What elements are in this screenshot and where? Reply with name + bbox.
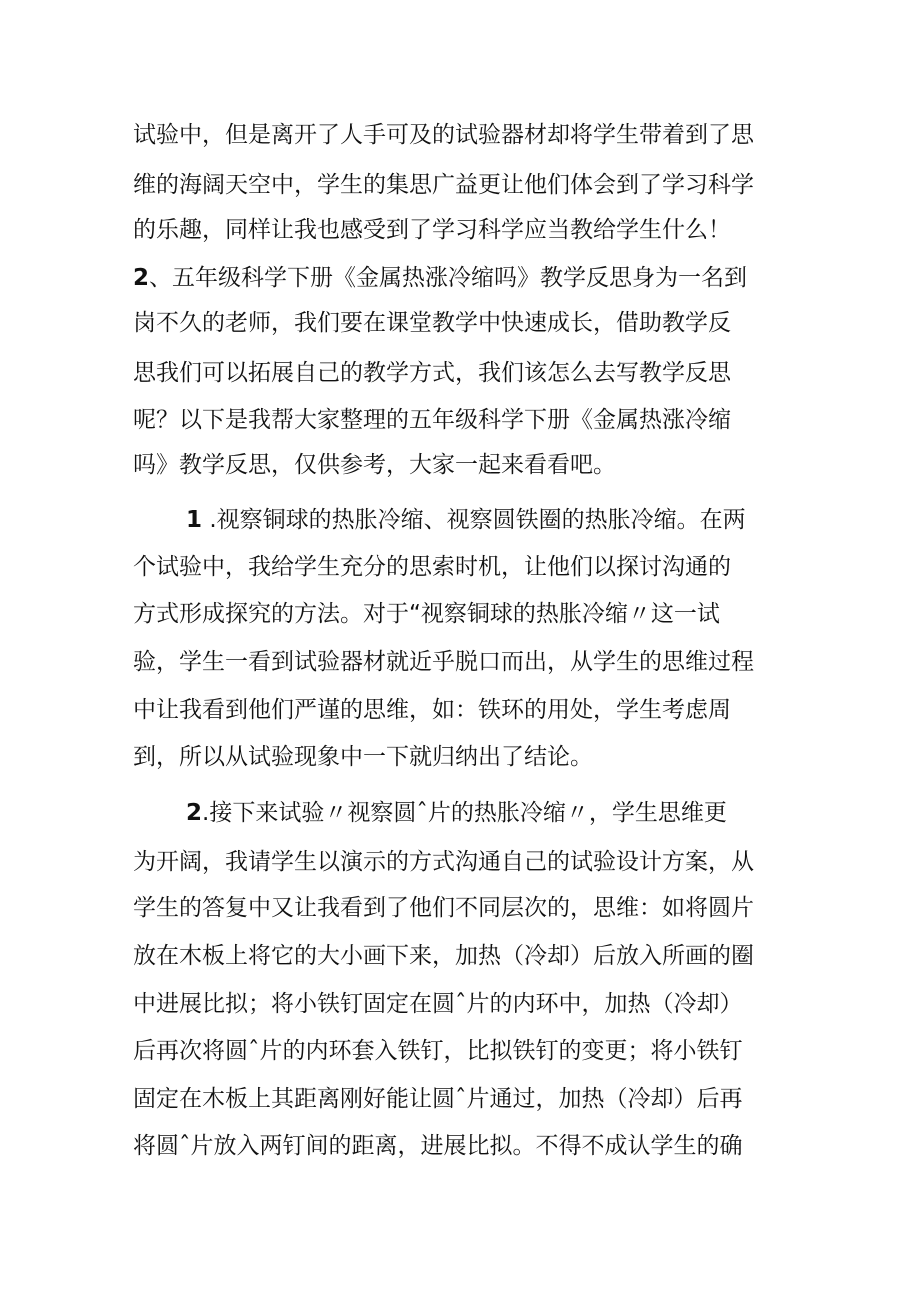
item-2-line: 中进展比拟；将小铁钉固定在圆ˆ片的内环中，加热（冷却） [133,991,743,1017]
section-2-line [133,258,793,298]
item-2-line: 学生的答复中又让我看到了他们不同层次的，思维：如将圆片 [133,895,754,921]
intro-line: 试验中，但是离开了人手可及的试验器材却将学生带着到了思 [133,122,754,148]
item-1-line: 中让我看到他们严谨的思维，如：铁环的用处，学生考虑周 [133,697,731,723]
item-1-line [186,500,793,540]
section-2-line: 吗》教学反思，仅供参考，大家一起来看看吧。 [133,452,616,478]
item-1-line: 到，所以从试验现象中一下就归纳出了结论。 [133,744,593,770]
item-2-line: 放在木板上将它的大小画下来，加热（冷却）后放入所画的圈 [133,943,754,969]
item-1-line: 方式形成探究的方法。对于“视察铜球的热胀冷缩〃这一试 [133,601,720,627]
item-1-text: .视察铜球的热胀冷缩、视察圆铁圈的热胀冷缩。在两 [202,507,746,533]
item-2-line: 后再次将圆ˆ片的内环套入铁钉，比拟铁钉的变更；将小铁钉 [133,1038,743,1064]
section-2-line: 岗不久的老师，我们要在课堂教学中快速成长，借助教学反 [133,310,731,336]
item-1-line: 个试验中，我给学生充分的思索时机，让他们以探讨沟通的 [133,554,731,580]
section-2-number: 2 [133,265,150,291]
section-2-line: 思我们可以拓展自己的教学方式，我们该怎么去写教学反思 [133,360,731,386]
item-2-line: 为开阔，我请学生以演示的方式沟通自己的试验设计方案，从 [133,849,754,875]
intro-line: 的乐趣，同样让我也感受到了学习科学应当教给学生什么！ [133,217,731,243]
item-2-text: .接下来试验〃视察圆ˆ片的热胀冷缩〃，学生思维更 [202,800,727,826]
item-2-line: 将圆ˆ片放入两钉间的距离，进展比拟。不得不成认学生的确 [133,1133,743,1159]
item-1-number: 1 [186,507,203,533]
item-1-line: 验，学生一看到试验器材就近乎脱口而出，从学生的思维过程 [133,649,754,675]
intro-line: 维的海阔天空中，学生的集思广益更让他们体会到了学习科学 [133,172,754,198]
item-2-number: 2 [186,800,203,826]
item-2-line [186,793,793,833]
item-2-line: 固定在木板上其距离刚好能让圆ˆ片通过，加热（冷却）后再 [133,1086,743,1112]
section-2-text: 、五年级科学下册《金属热涨冷缩吗》教学反思身为一名到 [149,265,748,291]
section-2-line: 呢？以下是我帮大家整理的五年级科学下册《金属热涨冷缩 [133,407,731,433]
